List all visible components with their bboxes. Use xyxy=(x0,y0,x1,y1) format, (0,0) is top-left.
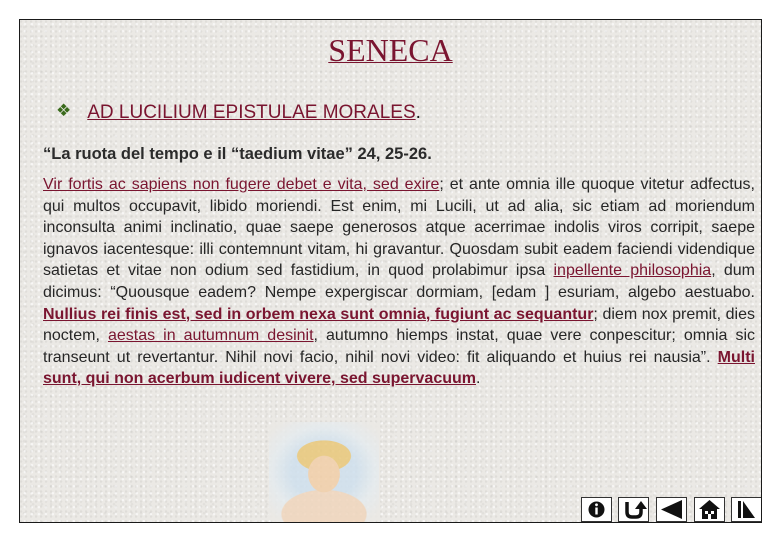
child-photo xyxy=(269,422,379,522)
highlight-phrase: inpellente philosophia xyxy=(553,262,712,280)
info-icon xyxy=(582,498,611,521)
end-button[interactable] xyxy=(731,497,762,522)
passage-subtitle: “La ruota del tempo e il “taedium vitae” 24, 25-26. xyxy=(43,145,432,163)
home-button[interactable] xyxy=(694,497,725,522)
highlight-phrase: aestas in autumnum desinit xyxy=(107,327,314,345)
highlight-phrase: Nullius rei finis est, sed in orbem nexa sunt omnia, fugiunt ac sequantur xyxy=(43,305,594,323)
heading-row xyxy=(56,101,421,124)
passage-text: . xyxy=(476,370,481,388)
slide-title: SENECA xyxy=(328,32,453,68)
passage-text: , autumno hiemps instat, quae vere conpescitur; omnia sic transeunt ut revertantur. Nihil novi facio, nihil novi video: fit aliquando et huius rei nausia”. xyxy=(43,327,756,366)
passage-text: , dum dicimus: “Quousque eadem? Nempe expergiscar dormiam, [edam ] esuriam, algebo aestuabo. xyxy=(43,262,756,301)
info-button[interactable] xyxy=(581,497,612,522)
return-button[interactable] xyxy=(618,497,649,522)
home-icon xyxy=(695,498,724,521)
return-icon xyxy=(619,498,648,521)
latin-passage xyxy=(43,174,755,390)
highlight-phrase: Vir fortis ac sapiens non fugere debet e vita, sed exire xyxy=(43,176,440,193)
back-icon xyxy=(657,498,686,521)
passage-text: ; diem nox premit, dies noctem, xyxy=(43,305,755,345)
passage-text: ; et ante omnia ille quoque vitetur adfectus, qui multos occupavit, libido moriendi. Est enim, mi Lucili, ut ad alia, sic etiam ad moriendum inconsulta animi inclinatio, quae saepe generosos atque acerrimae indolis viros corripit, saepe ignavos iacentesque: illi contemnunt vitam, hi gravantur. Quosdam subit eadem faciendi videndique satietas et vitae non odium sed fastidium, in quod prolabimur ipsa xyxy=(43,176,756,280)
heading-period: . xyxy=(415,102,421,123)
highlight-phrase: Multi sunt, qui non acerbum iudicent vivere, sed supervacuum xyxy=(43,348,755,388)
diamond-bullet-icon: ❖ xyxy=(56,101,72,120)
work-heading: AD LUCILIUM EPISTULAE MORALES xyxy=(87,102,416,123)
back-button[interactable] xyxy=(656,497,687,522)
end-icon xyxy=(732,498,761,521)
slide xyxy=(19,19,762,523)
